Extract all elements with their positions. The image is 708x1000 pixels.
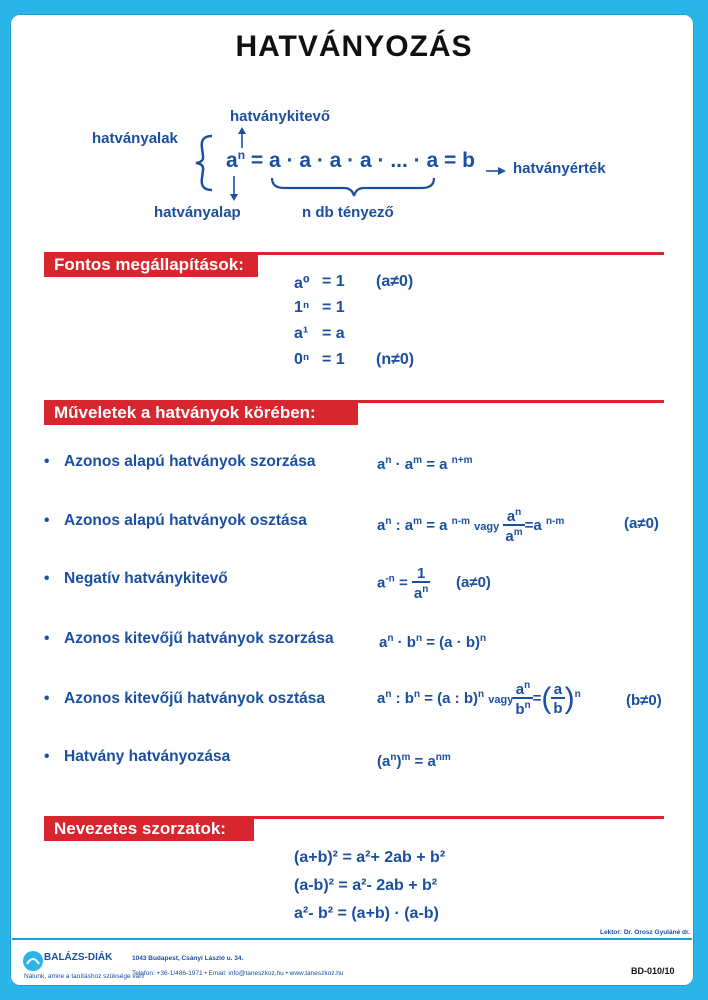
- brand-name: BALÁZS-DIÁK: [44, 952, 113, 963]
- fact-lhs-2: a¹: [294, 325, 309, 342]
- formula-quotient-same-exponent: $a^n$ : $b^n = (a$ : b)$^n$ vagy $\frac{a^n}{b^n}$ =( $\frac{a}{b}$ )$^n$: [377, 680, 581, 718]
- formula-quotient-same-base: $a^n$ : $a^m = a$ $^{n-m}$ vagy $\frac{a^n}{a^m}$ =a $^{n-m}$: [377, 507, 565, 545]
- definition-equation: [226, 148, 475, 173]
- operation-label-1: Azonos alapú hatványok osztása: [64, 512, 307, 529]
- fact-lhs-0: a⁰: [294, 275, 310, 292]
- product-code: BD-010/10: [631, 966, 675, 976]
- fact-eq-2: = a: [322, 325, 345, 342]
- factors-label: n db tényező: [302, 204, 394, 221]
- product-item-1: (a-b)² = a²- 2ab + b²: [294, 877, 438, 894]
- fact-eq-0: = 1: [322, 273, 345, 290]
- power-form-label: hatványalak: [92, 130, 178, 147]
- product-item-2: a²- b² = (a+b) · (a-b): [294, 905, 439, 922]
- product-item-0: (a+b)² = a²+ 2ab + b²: [294, 849, 446, 866]
- arrow-up-icon: [238, 127, 246, 134]
- facts-header: Fontos megállapítások:: [44, 253, 258, 277]
- formula-product-same-base: $a^n \cdot a^m = a$ $^{n+m}$: [377, 455, 473, 473]
- footer-contact: Telefon: +36-1/486-1971 • Email: info@taneszkoz.hu • www.taneszkoz.hu: [132, 970, 344, 977]
- formula-power-of-power: $(a^n)^m = a^{nm}$: [377, 752, 451, 770]
- underbrace-icon: [272, 178, 434, 196]
- operation-label-5: Hatvány hatványozása: [64, 748, 231, 765]
- fact-eq-3: = 1: [322, 351, 345, 368]
- vagy-label-1: vagy: [474, 520, 500, 533]
- base-label: hatványalap: [154, 204, 241, 221]
- fact-cond-0: (a≠0): [376, 273, 414, 290]
- condition-b: (b≠0): [626, 692, 662, 709]
- operation-item-4: • Azonos kitevőjű hatványok osztása: [44, 690, 325, 707]
- left-brace-icon: [196, 136, 212, 190]
- fact-lhs-1: 1ⁿ: [294, 299, 310, 316]
- definition-arrows: [0, 0, 708, 240]
- page-title: HATVÁNYOZÁS: [235, 30, 473, 63]
- operation-label-2: Negatív hatványkitevő: [64, 570, 228, 587]
- operation-label-0: Azonos alapú hatványok szorzása: [64, 453, 316, 470]
- operation-item-0: • Azonos alapú hatványok szorzása: [44, 453, 316, 470]
- value-label: hatványérték: [513, 160, 606, 177]
- vagy-label-2: vagy: [488, 693, 514, 706]
- operation-label-4: Azonos kitevőjű hatványok osztása: [64, 690, 325, 707]
- exponent-label: hatványkitevő: [230, 108, 331, 125]
- arrow-right-icon: [498, 167, 506, 175]
- products-header: Nevezetes szorzatok:: [44, 817, 254, 841]
- footer-rule: [12, 938, 692, 940]
- fact-eq-1: = 1: [322, 299, 345, 316]
- operation-item-5: • Hatvány hatványozása: [44, 748, 231, 765]
- operation-item-3: • Azonos kitevőjű hatványok szorzása: [44, 630, 334, 647]
- formula-product-same-exponent: $a^n \cdot b^n = (a \cdot b)^n$: [379, 633, 487, 651]
- equation-base: a: [226, 149, 238, 172]
- lektor-note: Lektor: Dr. Orosz Gyuláné dr.: [600, 929, 690, 936]
- condition-a-2: (a≠0): [456, 574, 491, 591]
- brand-slogan: Nálunk, amire a tanításhoz szüksége van!: [24, 973, 145, 980]
- operation-item-2: • Negatív hatványkitevő: [44, 570, 228, 587]
- operation-label-3: Azonos kitevőjű hatványok szorzása: [64, 630, 334, 647]
- condition-a-1: (a≠0): [624, 515, 659, 532]
- operation-item-1: • Azonos alapú hatványok osztása: [44, 512, 307, 529]
- fact-cond-3: (n≠0): [376, 351, 415, 368]
- brand-logo-icon: [22, 950, 44, 972]
- equation-exponent: n: [237, 148, 246, 162]
- formula-negative-exponent: $a^{-n}$ = $\frac{1}{a^n}$: [377, 565, 429, 602]
- operations-header: Műveletek a hatványok körében:: [44, 401, 358, 425]
- footer-address: 1043 Budapest, Csányi László u. 34.: [132, 955, 244, 962]
- arrow-down-icon: [230, 194, 238, 201]
- equation-rest: = a · a · a · a · ... · a = b: [250, 149, 475, 172]
- fact-lhs-3: 0ⁿ: [294, 351, 310, 368]
